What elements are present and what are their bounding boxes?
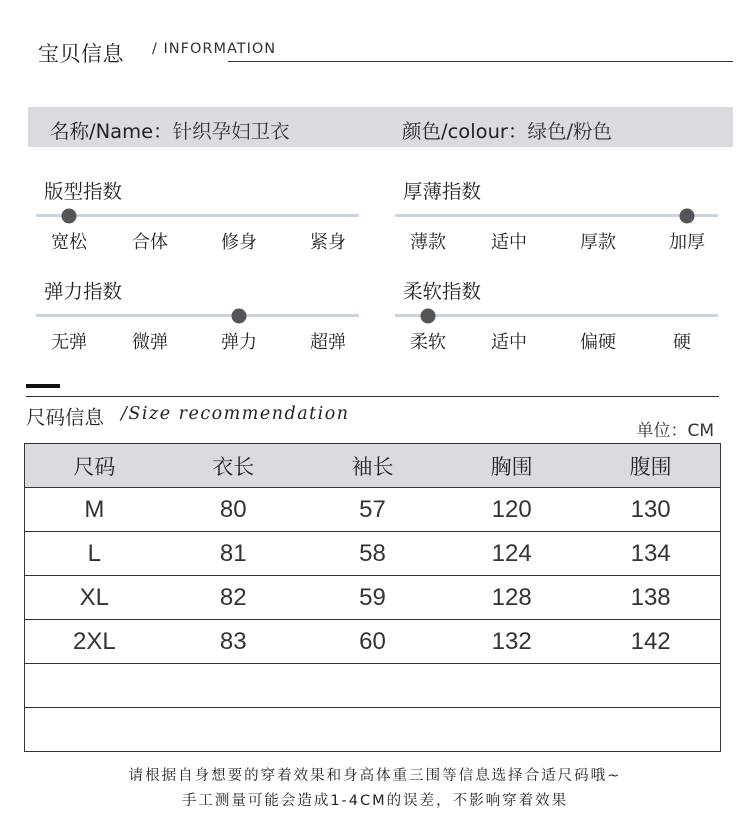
table-cell: 142 <box>581 620 720 664</box>
fit-index-option: 紧身 <box>310 232 346 253</box>
fit-index-knob <box>62 209 77 224</box>
elasticity-index-track <box>36 314 359 317</box>
size-unit: 单位：CM <box>636 421 714 441</box>
product-name-value: 针织孕妇卫衣 <box>172 120 290 143</box>
size-section-divider <box>26 396 719 397</box>
elasticity-index-option: 无弹 <box>51 332 87 353</box>
table-cell: 59 <box>303 576 442 620</box>
table-row-empty <box>25 708 721 752</box>
header-belly: 腹围 <box>581 444 720 488</box>
fit-index-title: 版型指数 <box>44 180 123 203</box>
table-cell: 60 <box>303 620 442 664</box>
product-color-label: 颜色/colour： <box>402 120 528 143</box>
fit-index-option: 宽松 <box>51 232 87 253</box>
table-cell: 2XL <box>25 620 164 664</box>
table-row <box>25 620 721 664</box>
table-cell <box>303 664 442 708</box>
header-sleeve: 袖长 <box>303 444 442 488</box>
table-cell <box>303 708 442 752</box>
table-cell: XL <box>25 576 164 620</box>
table-cell: 82 <box>164 576 303 620</box>
header-size: 尺码 <box>25 444 164 488</box>
table-cell: 138 <box>581 576 720 620</box>
thickness-index-knob <box>680 209 695 224</box>
table-row <box>25 532 721 576</box>
table-cell: 124 <box>442 532 581 576</box>
softness-index-option: 偏硬 <box>580 332 616 353</box>
note-line-1: 请根据自身想要的穿着效果和身高体重三围等信息选择合适尺码哦~ <box>128 768 622 784</box>
table-cell <box>442 708 581 752</box>
table-cell <box>25 664 164 708</box>
table-cell <box>442 664 581 708</box>
fit-index-option: 合体 <box>132 232 168 253</box>
table-row-empty <box>25 664 721 708</box>
table-cell: 80 <box>164 488 303 532</box>
table-cell <box>164 664 303 708</box>
elasticity-index-knob <box>232 309 247 324</box>
thickness-index-track <box>395 214 718 217</box>
thickness-index-option: 加厚 <box>669 232 705 253</box>
fit-index-option: 修身 <box>221 232 257 253</box>
elasticity-index-option: 超弹 <box>310 332 346 353</box>
table-row <box>25 576 721 620</box>
size-table-header-row <box>25 444 721 488</box>
table-cell: 134 <box>581 532 720 576</box>
table-cell: 130 <box>581 488 720 532</box>
name-band <box>28 107 733 147</box>
table-cell: 120 <box>442 488 581 532</box>
table-cell <box>164 708 303 752</box>
table-cell <box>25 708 164 752</box>
size-section-accent <box>26 384 60 388</box>
thickness-index-option: 适中 <box>491 232 527 253</box>
fit-index-track <box>36 214 359 217</box>
softness-index-knob <box>421 309 436 324</box>
info-subtitle: / INFORMATION <box>152 41 277 57</box>
table-cell: 132 <box>442 620 581 664</box>
header-length: 衣长 <box>164 444 303 488</box>
table-cell: 57 <box>303 488 442 532</box>
size-table <box>24 443 721 752</box>
info-divider <box>228 61 733 62</box>
thickness-index-title: 厚薄指数 <box>403 180 482 203</box>
elasticity-index-option: 弹力 <box>221 332 257 353</box>
elasticity-index-title: 弹力指数 <box>44 280 123 303</box>
softness-index-title: 柔软指数 <box>403 280 482 303</box>
table-cell: M <box>25 488 164 532</box>
table-cell: 58 <box>303 532 442 576</box>
note-line-2: 手工测量可能会造成1-4CM的误差，不影响穿着效果 <box>181 793 569 809</box>
softness-index-option: 适中 <box>491 332 527 353</box>
elasticity-index-option: 微弹 <box>132 332 168 353</box>
softness-index-track <box>395 314 718 317</box>
info-title: 宝贝信息 <box>38 42 124 66</box>
table-cell: L <box>25 532 164 576</box>
table-cell: 81 <box>164 532 303 576</box>
product-color-value: 绿色/粉色 <box>527 120 613 143</box>
size-section-title: 尺码信息 <box>26 406 105 429</box>
size-section-subtitle: /Size recommendation <box>121 404 350 424</box>
product-name-label: 名称/Name： <box>50 120 173 143</box>
softness-index-option: 硬 <box>673 332 691 353</box>
table-cell <box>581 708 720 752</box>
thickness-index-option: 厚款 <box>580 232 616 253</box>
table-row <box>25 488 721 532</box>
table-cell: 128 <box>442 576 581 620</box>
table-cell <box>581 664 720 708</box>
product-name <box>50 116 290 144</box>
table-cell: 83 <box>164 620 303 664</box>
header-bust: 胸围 <box>442 444 581 488</box>
thickness-index-option: 薄款 <box>410 232 446 253</box>
product-color <box>402 116 612 144</box>
softness-index-option: 柔软 <box>410 332 446 353</box>
